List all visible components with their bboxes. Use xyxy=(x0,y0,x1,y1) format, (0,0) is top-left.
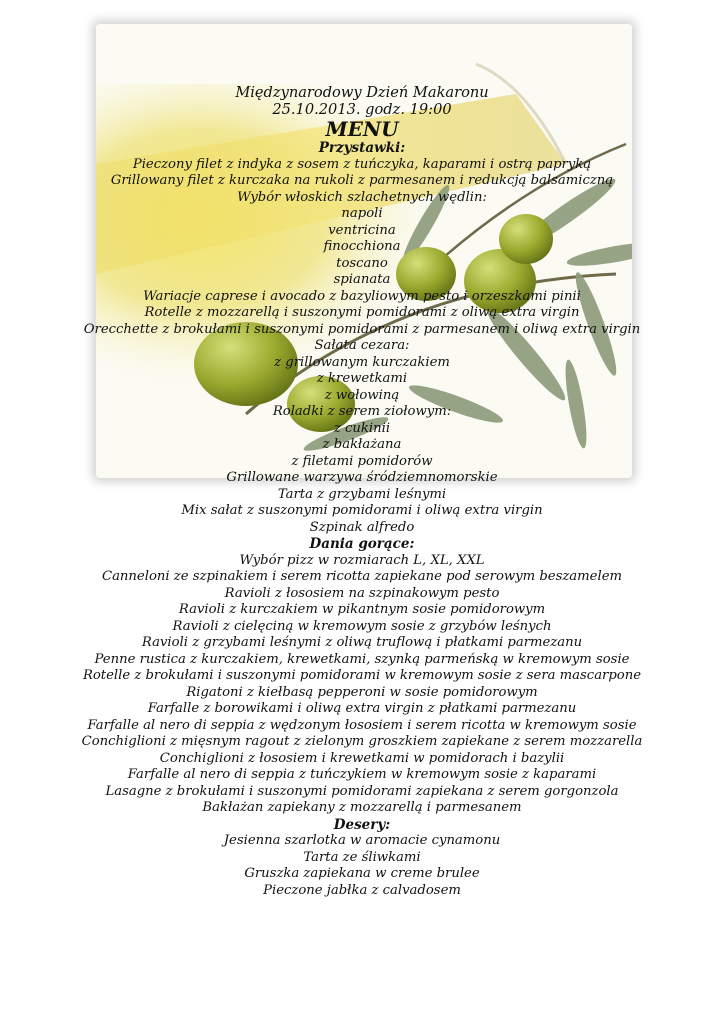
menu-item: Farfalle z borowikami i oliwą extra virgin z płatkami parmezanu xyxy=(147,701,577,716)
menu-item: Tarta z grzybami leśnymi xyxy=(277,486,447,502)
section-heading: Dania gorące: xyxy=(309,536,415,552)
menu-item: Rotelle z mozzarellą i suszonymi pomidorami z oliwą extra virgin xyxy=(144,305,580,320)
menu-item: finocchiona xyxy=(323,239,401,254)
menu-item: Farfalle al nero di seppia z tuńczykiem w kremowym sosie z kaparami xyxy=(127,767,597,782)
menu-item: Lasagne z brokułami i suszonymi pomidorami zapiekana z serem gorgonzola xyxy=(105,783,619,799)
menu-item: napoli xyxy=(341,206,383,221)
menu-item: Szpinak alfredo xyxy=(309,519,415,535)
menu-item: Wybór pizz w rozmiarach L, XL, XXL xyxy=(239,552,485,568)
menu-item: Tarta ze śliwkami xyxy=(303,849,421,865)
menu-item: spianata xyxy=(333,272,391,287)
menu-title: MENU xyxy=(325,117,399,141)
menu-item: z wołowiną xyxy=(324,387,400,403)
menu-item: z bakłażana xyxy=(322,437,402,452)
menu-item: Orecchette z brokułami i suszonymi pomidorami z parmesanem i oliwą extra virgin xyxy=(83,321,641,337)
menu-text xyxy=(0,84,724,899)
menu-item: Canneloni ze szpinakiem i serem ricotta zapiekane pod serowym beszamelem xyxy=(101,569,623,584)
menu-item: Roladki z serem ziołowym: xyxy=(272,404,452,419)
menu-item: Sałata cezara: xyxy=(314,338,410,353)
menu-item: toscano xyxy=(336,255,388,271)
menu-item: z filetami pomidorów xyxy=(291,453,433,469)
menu-item: z cukinii xyxy=(333,420,391,436)
menu-item: Wybór włoskich szlachetnych wędlin: xyxy=(237,189,487,205)
menu-item: Grillowany filet z kurczaka na rukoli z parmesanem i redukcją balsamiczną xyxy=(110,173,614,188)
menu-item: Rotelle z brokułami i suszonymi pomidorami w kremowym sosie z sera mascarpone xyxy=(82,668,642,683)
menu-item: Bakłażan zapiekany z mozzarellą i parmesanem xyxy=(202,800,522,815)
menu-item: z grillowanym kurczakiem xyxy=(274,354,450,370)
menu-item: Conchiglioni z mięsnym ragout z zielonym groszkiem zapiekane z serem mozzarella xyxy=(81,734,643,749)
menu-item: Pieczony filet z indyka z sosem z tuńczyka, kaparami i ostrą papryką xyxy=(132,156,592,172)
menu-item: Conchiglioni z łososiem i krewetkami w pomidorach i bazylii xyxy=(159,750,565,766)
menu-item: Jesienna szarlotka w aromacie cynamonu xyxy=(223,833,501,848)
menu-item: Ravioli z łososiem na szpinakowym pesto xyxy=(224,585,500,601)
menu-item: Ravioli z grzybami leśnymi z oliwą truflową i płatkami parmezanu xyxy=(141,635,583,650)
menu-item: Mix sałat z suszonymi pomidorami i oliwą extra virgin xyxy=(181,503,543,518)
menu-item: Rigatoni z kiełbasą pepperoni w sosie pomidorowym xyxy=(186,684,538,700)
menu-item: Wariacje caprese i avocado z bazyliowym pesto i orzeszkami pinii xyxy=(143,288,581,304)
event-date: 25.10.2013. godz. 19:00 xyxy=(272,101,452,118)
menu-item: Ravioli z cielęciną w kremowym sosie z grzybów leśnych xyxy=(172,618,552,634)
menu-item: Farfalle al nero di seppia z wędzonym łososiem i serem ricotta w kremowym sosie xyxy=(87,717,637,733)
menu-item: Grillowane warzywa śródziemnomorskie xyxy=(226,470,498,485)
section-heading: Desery: xyxy=(333,816,391,833)
section-heading: Przystawki: xyxy=(318,140,406,156)
event-name: Międzynarodowy Dzień Makaronu xyxy=(235,84,489,101)
menu-item: z krewetkami xyxy=(316,371,408,386)
menu-item: ventricina xyxy=(328,222,396,238)
menu-item: Pieczone jabłka z calvadosem xyxy=(263,882,461,898)
menu-item: Ravioli z kurczakiem w pikantnym sosie pomidorowym xyxy=(178,602,546,617)
menu-item: Penne rustica z kurczakiem, krewetkami, szynką parmeńską w kremowym sosie xyxy=(94,651,630,667)
menu-item: Gruszka zapiekana w creme brulee xyxy=(244,866,480,881)
